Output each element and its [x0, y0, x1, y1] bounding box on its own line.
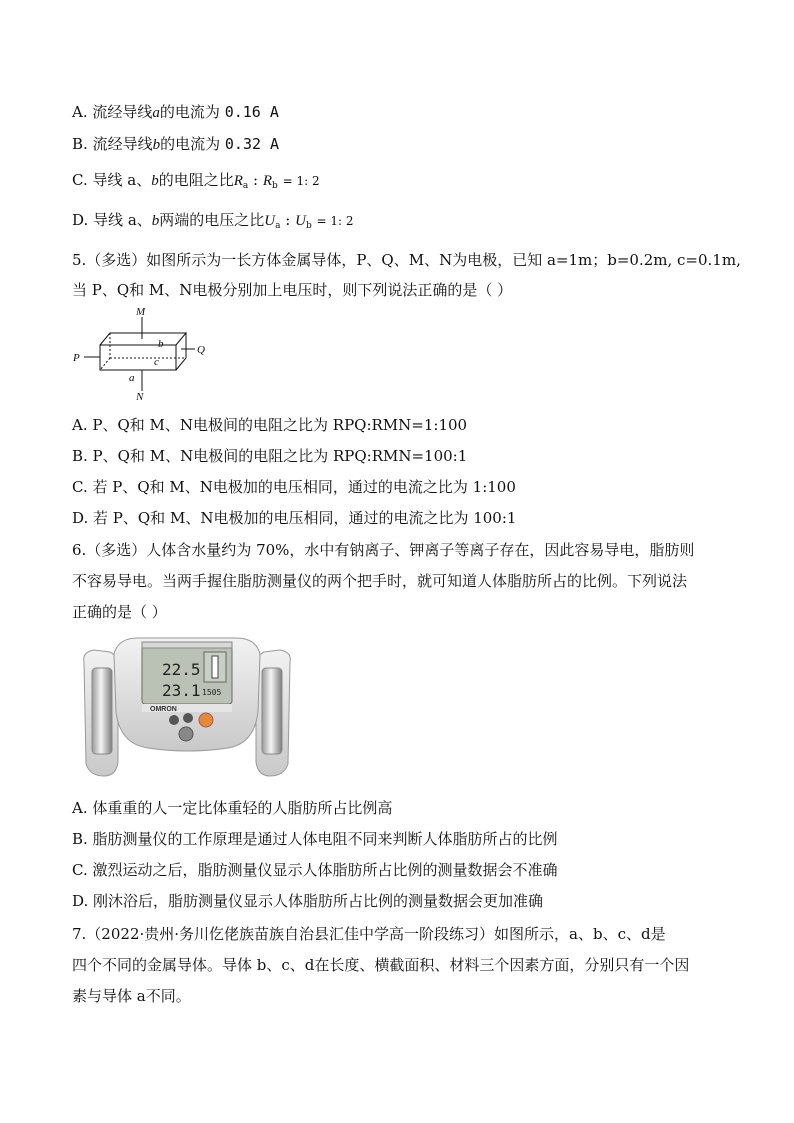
q6-option-d: D. 刚沐浴后，脂肪测量仪显示人体脂肪所占比例的测量数据会更加准确 [72, 892, 544, 910]
q6-option-a: A. 体重重的人一定比体重轻的人脂肪所占比例高 [72, 799, 393, 817]
option-text: 导线 a、 [93, 211, 152, 229]
q5-option-b: B. P、Q和 M、N电极间的电阻之比为 RPQ:RMN=100:1 [72, 447, 468, 465]
top-face [100, 333, 186, 345]
variable: b [151, 173, 159, 189]
q7-stem-line3: 素与导体 a不同。 [72, 987, 191, 1005]
lcd-reading-fat: 22.5 [162, 660, 201, 679]
q5-option-a: A. P、Q和 M、N电极间的电阻之比为 RPQ:RMN=1:100 [72, 416, 468, 434]
option-text: 的电流为 [159, 103, 220, 121]
option-letter: C. [72, 171, 88, 189]
voltage-symbol: U [264, 213, 276, 229]
power-button-icon [199, 713, 213, 727]
label-Q: Q [197, 344, 205, 356]
voltage-symbol: U [295, 213, 306, 229]
subscript: b [305, 221, 312, 231]
down-button-icon [169, 715, 179, 725]
q5-stem-line2: 当 P、Q和 M、N电极分别加上电压时，则下列说法正确的是（ ） [72, 281, 513, 299]
option-value: 0.16 A [224, 103, 279, 121]
q6-stem-line1: 6.（多选）人体含水量约为 70%，水中有钠离子、钾离子等离子存在，因此容易导电，脂肪则 [72, 541, 695, 559]
option-text: 导线 a、 [92, 171, 152, 189]
variable: a [152, 105, 160, 121]
variable: b [151, 213, 160, 229]
screen-header-bar [142, 642, 232, 648]
q6-option-c: C. 激烈运动之后，脂肪测量仪显示人体脂肪所占比例的测量数据会不准确 [72, 861, 558, 879]
subscript: a [275, 221, 281, 231]
option-text: 流经导线 [92, 135, 153, 153]
option-value: 0.32 A [224, 135, 280, 153]
option-letter: B. [72, 135, 88, 153]
label-a: a [129, 372, 135, 384]
option-text: 的电流为 [160, 135, 221, 153]
option-value: = 1: 2 [282, 174, 320, 188]
up-button-icon [183, 713, 193, 723]
q5-stem-line1: 5.（多选）如图所示为一长方体金属导体，P、Q、M、N为电极，已知 a=1m；b=0.2m, c=0.1m, [72, 251, 741, 269]
label-c: c [154, 356, 159, 368]
q6-option-b: B. 脂肪测量仪的工作原理是通过人体电阻不同来判断人体脂肪所占的比例 [72, 830, 558, 848]
q7-stem-line1: 7.（2022·贵州·务川仡佬族苗族自治县汇佳中学高一阶段练习）如图所示，a、b、c、d是 [72, 925, 666, 943]
body-fat-meter-image [78, 632, 296, 780]
q4-option-c: C. 导线 a、b的电阻之比$R_a$ : $R_b = 1$: 2 [72, 171, 320, 191]
q4-option-d: D. 导线 a、b两端的电压之比$U_a$ : $U_b = 1$: 2 [72, 211, 354, 231]
q5-option-d: D. 若 P、Q和 M、N电极加的电压相同，通过的电流之比为 100:1 [72, 509, 517, 527]
cuboid-conductor-figure [70, 305, 210, 405]
left-grip-icon [92, 668, 112, 754]
option-letter: D. [72, 211, 89, 229]
option-letter: A. [72, 103, 88, 121]
gauge-bar-icon [212, 656, 218, 678]
q7-stem-line2: 四个不同的金属导体。导体 b、c、d在长度、横截面积、材料三个因素方面，分别只有一个因 [72, 956, 690, 974]
label-N: N [136, 391, 144, 403]
option-text: 两端的电压之比 [159, 211, 265, 229]
resistance-symbol: R [233, 173, 243, 189]
variable: b [152, 137, 161, 153]
lcd-reading-bmi: 23.1 [162, 681, 201, 700]
label-P: P [73, 352, 80, 364]
resistance-symbol: R [262, 173, 273, 189]
q4-option-a [72, 102, 279, 123]
q6-stem-line2: 不容易导电。当两手握住脂肪测量仪的两个把手时，就可知道人体脂肪所占的比例。下列说法 [72, 572, 688, 590]
subscript: b [272, 181, 278, 191]
subscript: a [242, 181, 249, 191]
brand-logo: OMRON [150, 706, 177, 713]
option-text: 的电阻之比 [158, 171, 234, 189]
q5-option-c: C. 若 P、Q和 M、N电极加的电压相同，通过的电流之比为 1:100 [72, 478, 516, 496]
label-M: M [136, 306, 146, 318]
q4-option-b [72, 134, 279, 155]
label-b: b [158, 338, 164, 350]
lcd-reading-kcal: 1505 [202, 688, 222, 697]
set-button-icon [179, 727, 193, 741]
option-text: 流经导线 [92, 103, 153, 121]
q6-stem-line3: 正确的是（ ） [72, 603, 167, 621]
right-grip-icon [262, 668, 282, 754]
option-value: = 1: 2 [316, 214, 354, 228]
